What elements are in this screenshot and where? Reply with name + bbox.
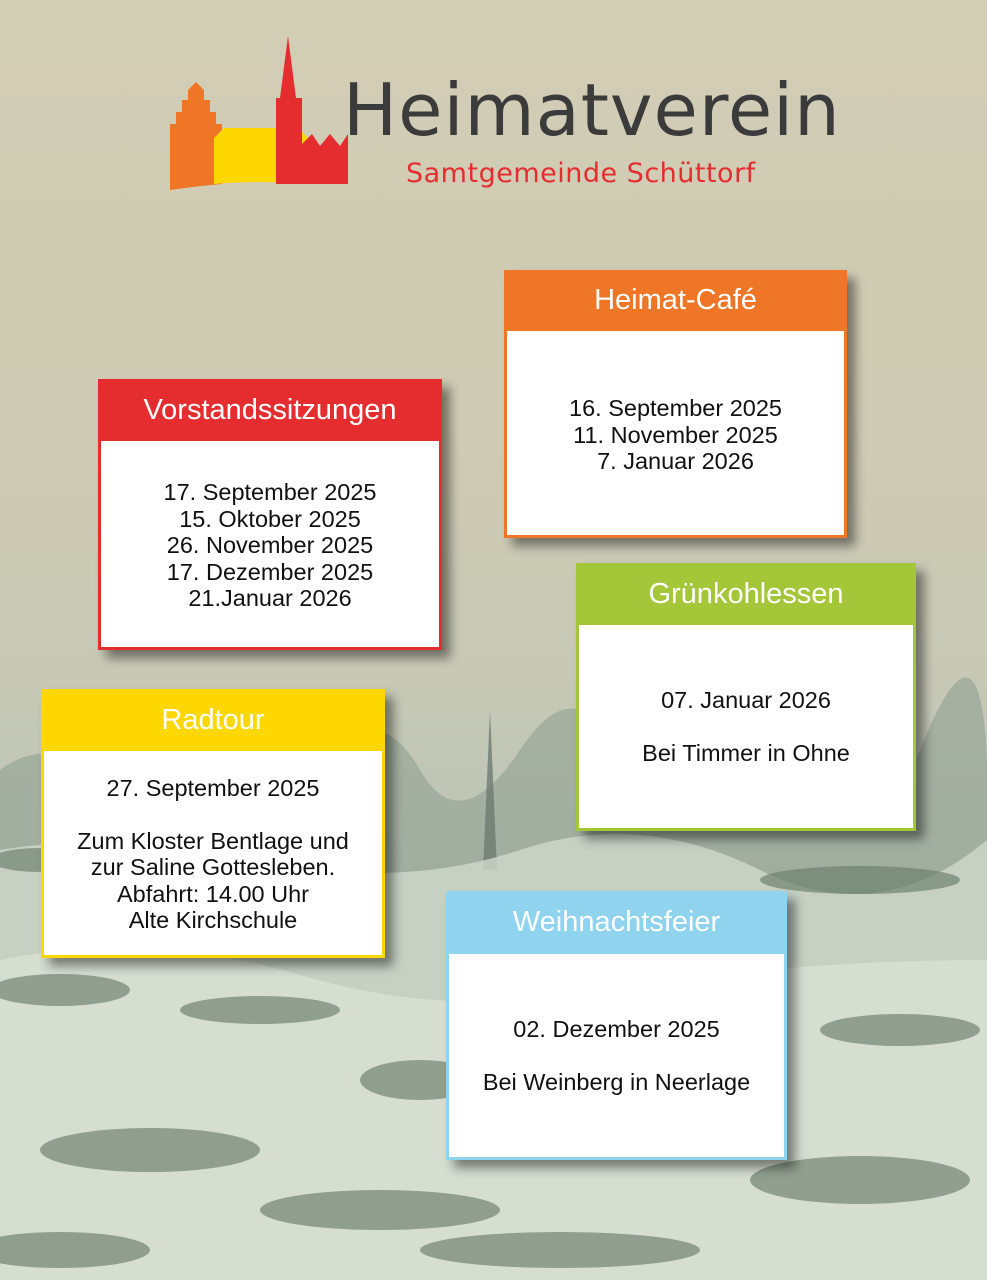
date-line: 15. Oktober 2025 (179, 505, 361, 532)
church-logo-icon (168, 34, 348, 194)
detail-line: Alte Kirchschule (128, 907, 298, 933)
card-title: Grünkohlessen (648, 578, 844, 610)
date-line: 21.Januar 2026 (188, 585, 352, 611)
card-vorstandssitzungen (98, 379, 442, 650)
date-line: 17. Dezember 2025 (166, 558, 374, 585)
card-radtour (41, 689, 385, 958)
card-gruenkohlessen (576, 563, 916, 831)
date-line: 16. September 2025 (569, 395, 782, 421)
card-body (44, 751, 382, 955)
card-body (507, 331, 844, 535)
date-line: 17. September 2025 (163, 479, 377, 505)
logo-title: Heimatverein (343, 68, 841, 152)
card-weihnachtsfeier (446, 891, 787, 1160)
detail-line: Zum Kloster Bentlage und (77, 827, 349, 854)
detail-line: zur Saline Gottesleben. (90, 854, 336, 880)
card-body (449, 954, 784, 1157)
card-heimat-cafe (504, 270, 847, 538)
event-date: 02. Dezember 2025 (513, 1016, 720, 1042)
card-title: Weihnachtsfeier (512, 906, 721, 938)
date-line: 7. Januar 2026 (597, 448, 754, 474)
event-date: 07. Januar 2026 (661, 687, 831, 713)
card-title: Heimat-Café (594, 284, 757, 316)
event-date: 27. September 2025 (106, 775, 320, 801)
card-body (101, 441, 439, 647)
date-line: 26. November 2025 (166, 532, 374, 558)
date-line: 11. November 2025 (573, 421, 778, 448)
detail-line: Abfahrt: 14.00 Uhr (116, 880, 310, 907)
card-title: Radtour (161, 704, 265, 736)
event-place: Bei Timmer in Ohne (642, 739, 850, 766)
event-place: Bei Weinberg in Neerlage (482, 1068, 751, 1095)
logo (168, 34, 841, 194)
card-body (579, 625, 913, 828)
card-title: Vorstandssitzungen (143, 394, 397, 426)
logo-subtitle: Samtgemeinde Schüttorf (406, 158, 756, 189)
